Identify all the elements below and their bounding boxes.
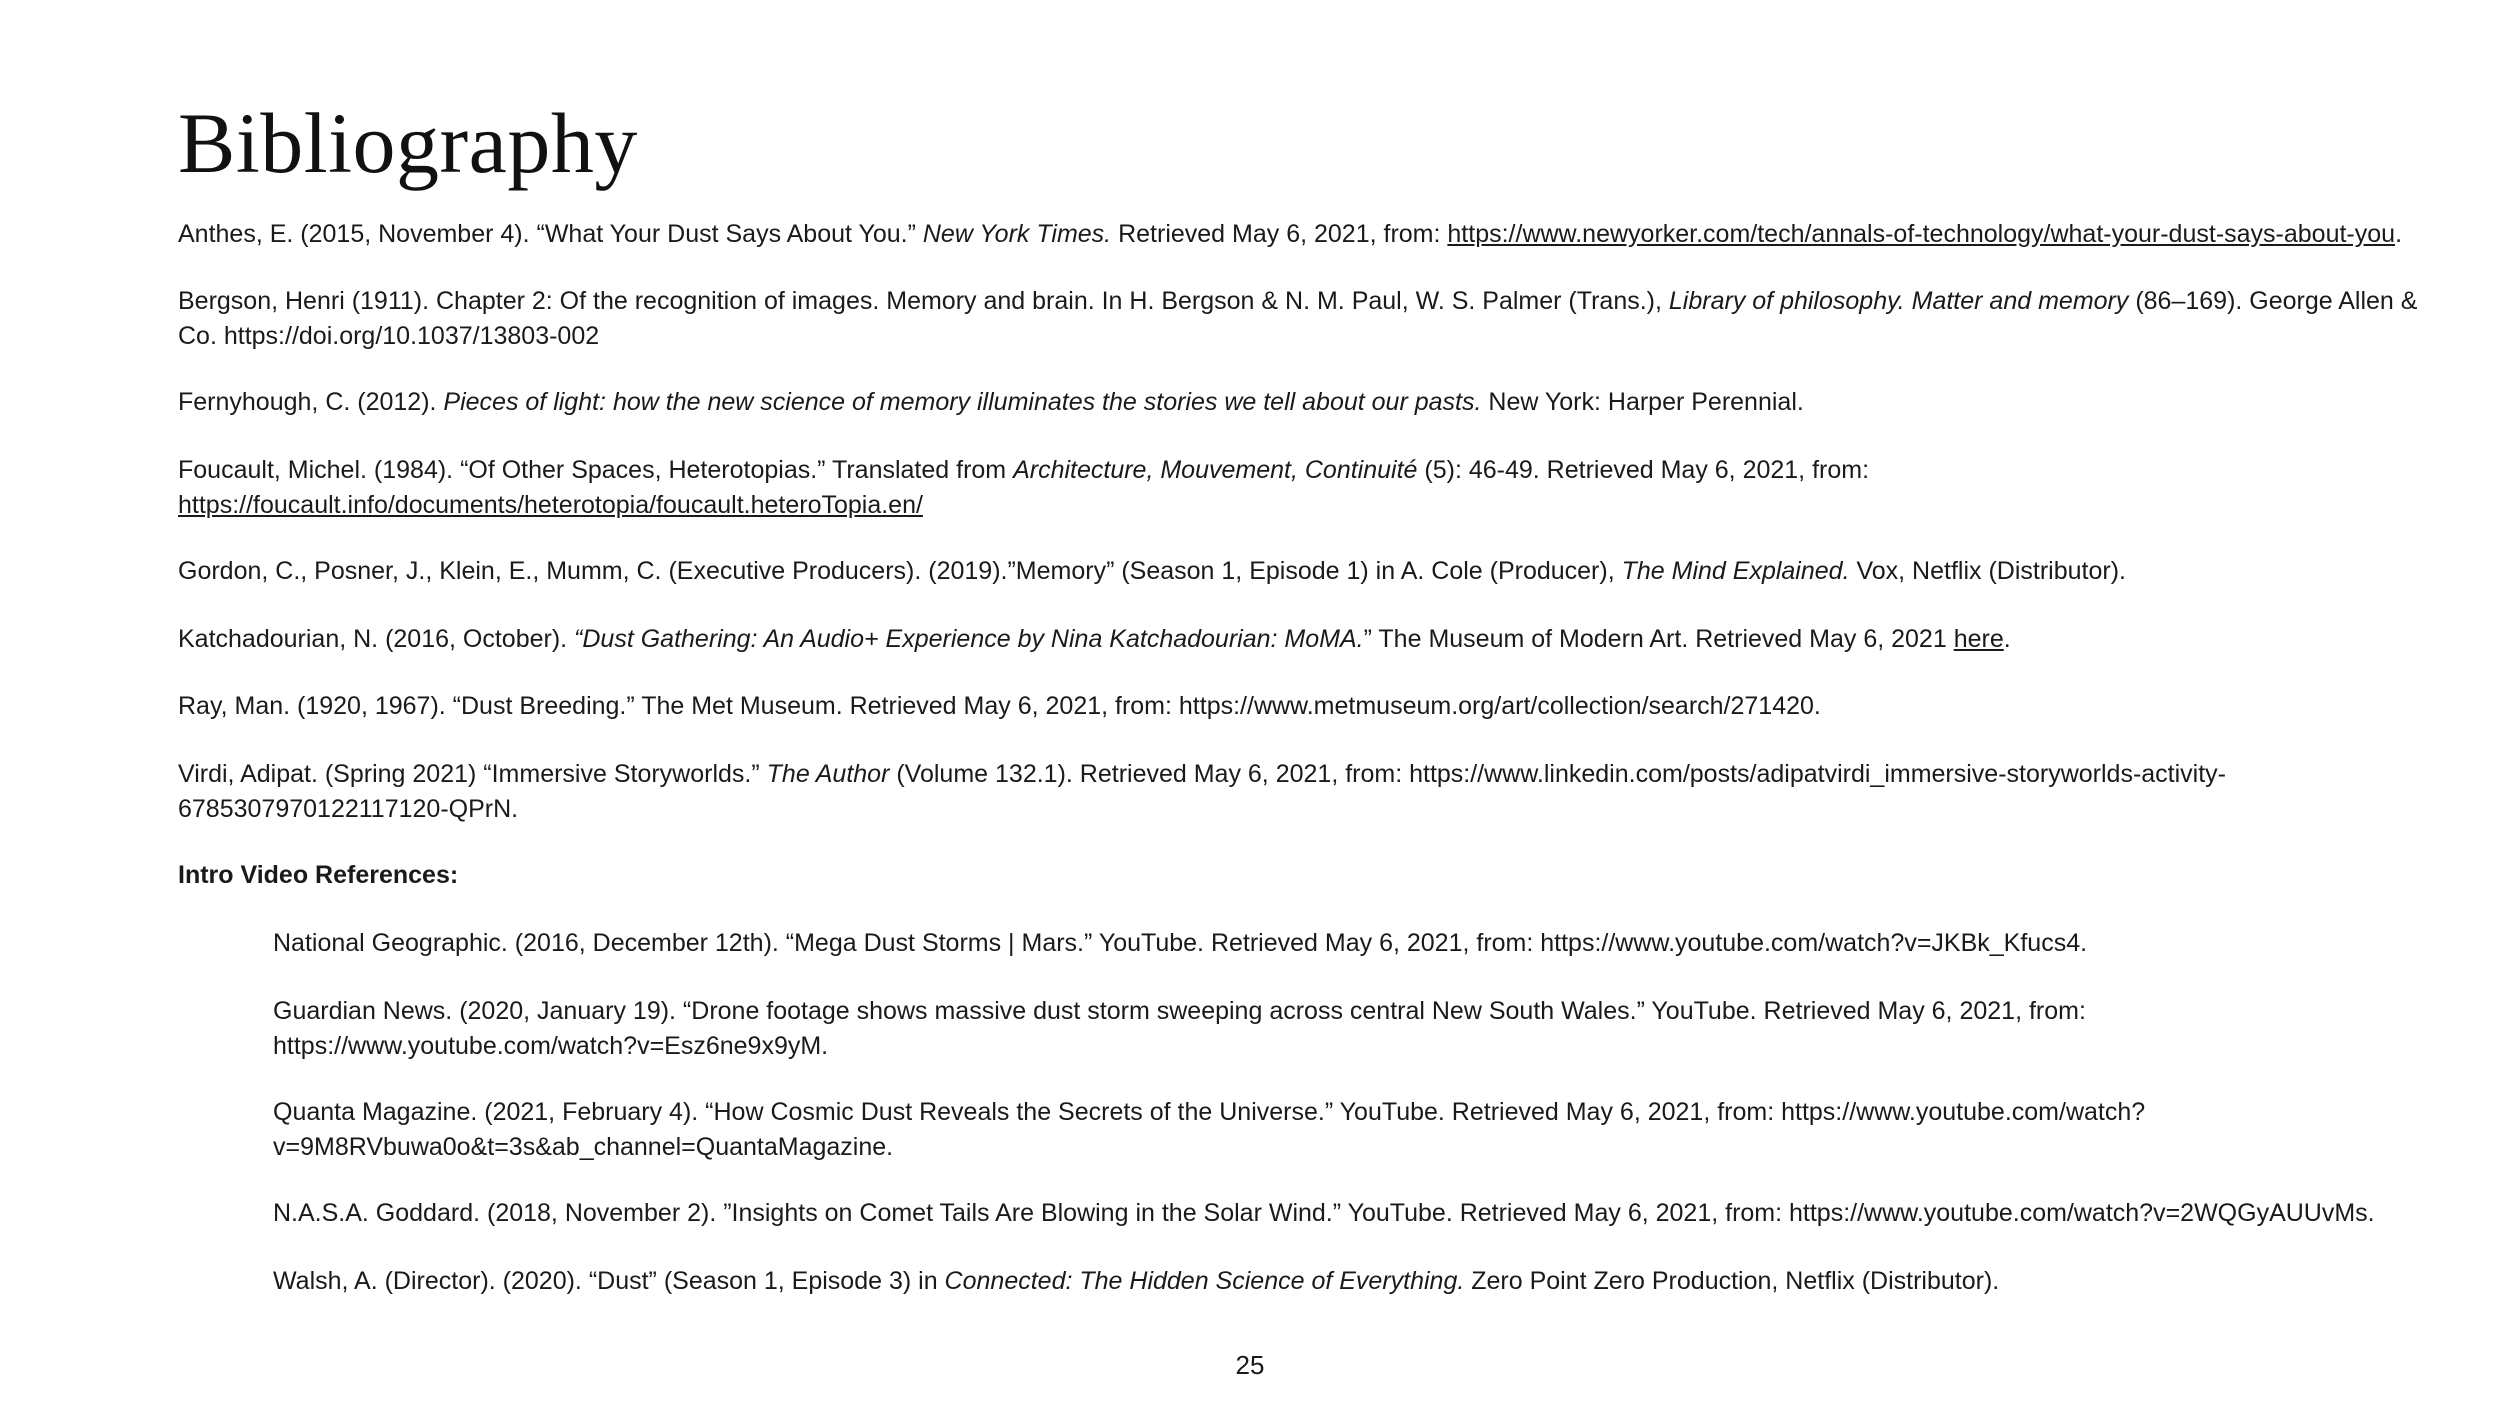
foucault-link[interactable]: https://foucault.info/documents/heterotopia/foucault.heteroTopia.en/	[178, 491, 923, 519]
moma-here-link[interactable]: here	[1953, 625, 2004, 653]
citation-bergson: Bergson, Henri (1911). Chapter 2: Of the recognition of images. Memory and brain. In H. Bergson & N. M. Paul, W. S. Palmer (Trans.), Library of philosophy. Matter and memory (86–169). George Allen & Co. https://doi.org/10.1037/13803-002	[178, 287, 2418, 350]
video-citation-guardian: Guardian News. (2020, January 19). “Drone footage shows massive dust storm sweeping across central New South Wales.” YouTube. Retrieved May 6, 2021, from: https://www.youtube.com/watch?v=Esz6ne9x9yM.	[273, 997, 2086, 1060]
video-citation-walsh: Walsh, A. (Director). (2020). “Dust” (Season 1, Episode 3) in Connected: The Hidden Science of Everything. Zero Point Zero Production, Netflix (Distributor).	[273, 1267, 2000, 1295]
citation-fernyhough: Fernyhough, C. (2012). Pieces of light: how the new science of memory illuminates the stories we tell about our pasts. New York: Harper Perennial.	[178, 388, 1804, 416]
citation-ray: Ray, Man. (1920, 1967). “Dust Breeding.” The Met Museum. Retrieved May 6, 2021, from: https://www.metmuseum.org/art/collection/search/271420.	[178, 692, 1821, 720]
newyorker-link[interactable]: https://www.newyorker.com/tech/annals-of-technology/what-your-dust-says-about-you	[1447, 220, 2396, 248]
video-references-heading: Intro Video References:	[178, 861, 459, 889]
citation-virdi: Virdi, Adipat. (Spring 2021) “Immersive Storyworlds.” The Author (Volume 132.1). Retrieved May 6, 2021, from: https://www.linkedin.com/posts/adipatvirdi_immersive-storyworlds-activity-6785307970122117120-QPrN.	[178, 760, 2227, 823]
citation-gordon: Gordon, C., Posner, J., Klein, E., Mumm, C. (Executive Producers). (2019).”Memory” (Season 1, Episode 1) in A. Cole (Producer), The Mind Explained. Vox, Netflix (Distributor).	[178, 557, 2126, 585]
video-citation-nasa: N.A.S.A. Goddard. (2018, November 2). ”Insights on Comet Tails Are Blowing in the Solar Wind.” YouTube. Retrieved May 6, 2021, from: https://www.youtube.com/watch?v=2WQGyAUUvMs.	[273, 1199, 2375, 1227]
page-number: 25	[1235, 1350, 1265, 1380]
citation-katchadourian: Katchadourian, N. (2016, October). “Dust Gathering: An Audio+ Experience by Nina Katchadourian: MoMA.” The Museum of Modern Art. Retrieved May 6, 2021 here.	[178, 625, 2011, 653]
video-citation-quanta: Quanta Magazine. (2021, February 4). “How Cosmic Dust Reveals the Secrets of the Universe.” YouTube. Retrieved May 6, 2021, from: https://www.youtube.com/watch?v=9M8RVbuwa0o&t=3s&ab_channel=QuantaMagazine.	[273, 1098, 2146, 1161]
video-citation-natgeo: National Geographic. (2016, December 12th). “Mega Dust Storms | Mars.” YouTube. Retrieved May 6, 2021, from: https://www.youtube.com/watch?v=JKBk_Kfucs4.	[273, 929, 2088, 957]
citation-anthes: Anthes, E. (2015, November 4). “What Your Dust Says About You.” New York Times. Retrieved May 6, 2021, from: https://www.newyorker.com/tech/annals-of-technology/what-your-dust-says-about-you.	[178, 220, 2403, 248]
citation-foucault: Foucault, Michel. (1984). “Of Other Spaces, Heterotopias.” Translated from Architecture, Mouvement, Continuité (5): 46-49. Retrieved May 6, 2021, from: https://foucault.info/documents/heterotopia/foucault.heteroTopia.en/	[178, 456, 1870, 519]
page-title: Bibliography	[178, 95, 638, 191]
